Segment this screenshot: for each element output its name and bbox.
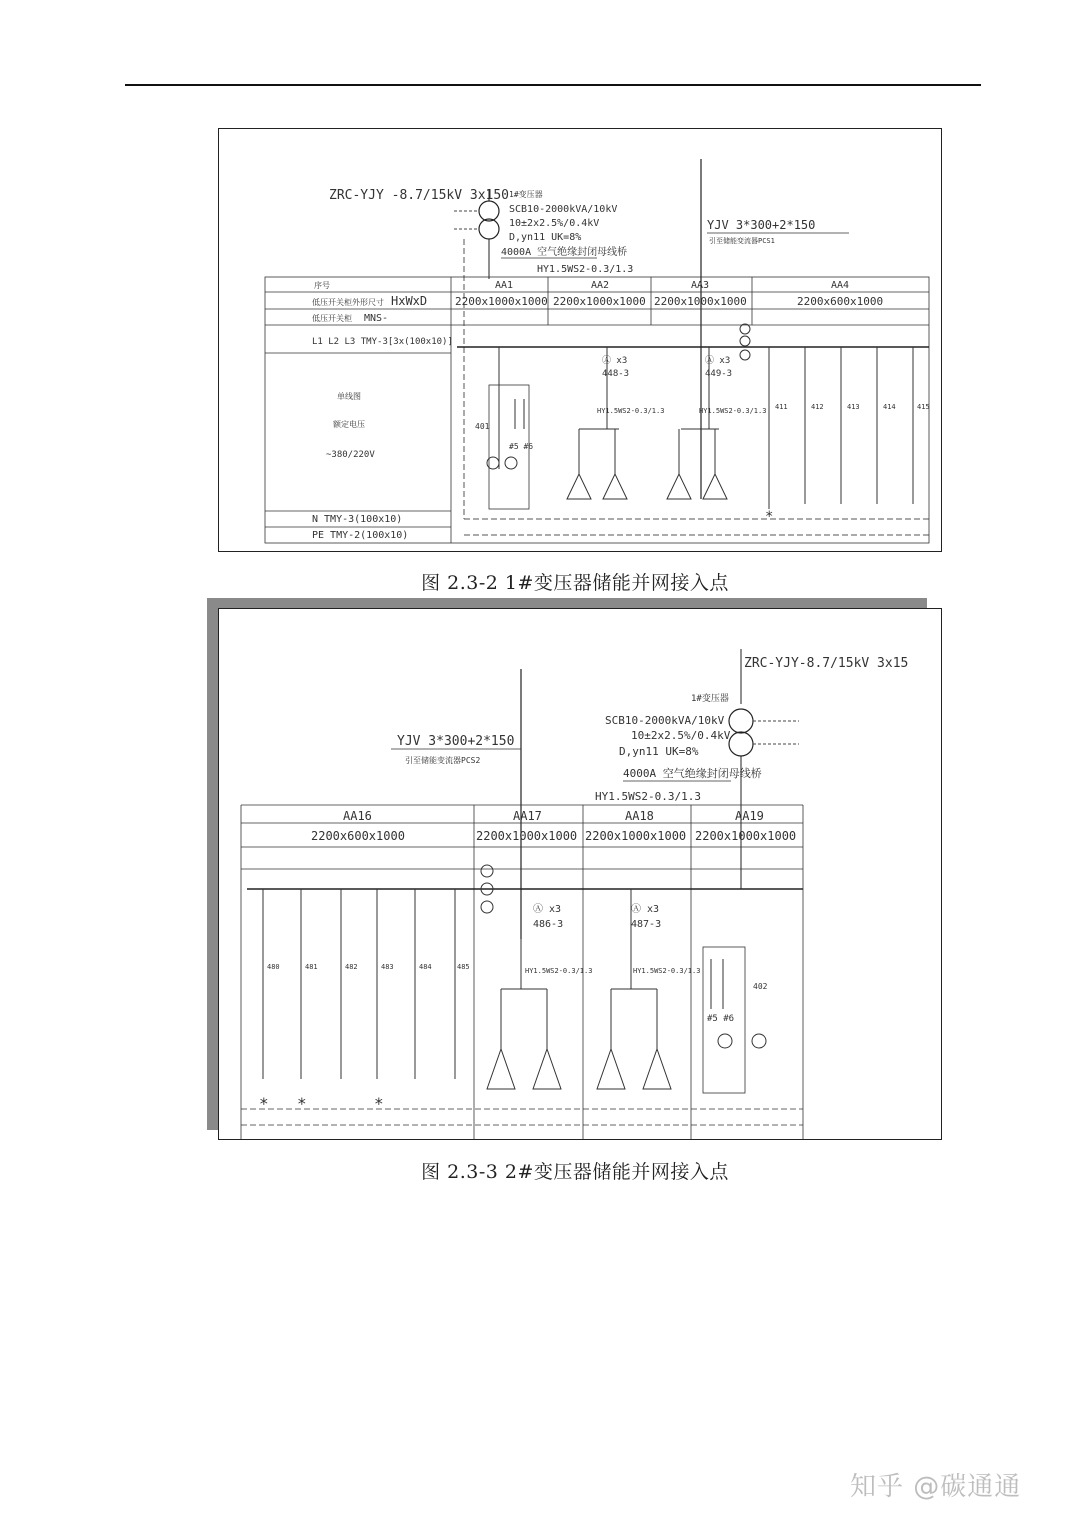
figure-1-diagram (218, 128, 942, 552)
feeder-star-mark-483: * (374, 1094, 384, 1113)
aa3-meter: Ⓐ x3 (705, 356, 731, 366)
panel-aa3-size: 2200x1000x1000 (654, 295, 747, 308)
panel-aa16-size: 2200x600x1000 (311, 829, 405, 843)
lv-cable-label: YJV 3*300+2*150 (707, 218, 816, 232)
panel-table-grid-2 (241, 805, 803, 1139)
row-neutral: N TMY-3(100x10) (312, 514, 403, 525)
feeder-414: 414 (883, 403, 896, 411)
transformer-ratio: 10±2x2.5%/0.4kV (509, 218, 600, 229)
figure-1-caption: 图 2.3-2 1#变压器储能并网接入点 (421, 572, 729, 594)
aa18-ct: 487-3 (631, 919, 662, 930)
row-size-code: HxWxD (391, 294, 428, 308)
feeder-411: 411 (775, 403, 788, 411)
panel-aa17-size: 2200x1000x1000 (476, 829, 578, 843)
aa19-circuit-id: 402 (753, 982, 768, 991)
aa1-spd: #5 #6 (509, 442, 534, 451)
aa17-breaker: HY1.5WS2-0.3/1.3 (525, 967, 593, 975)
hv-cable-label-2: ZRC-YJY-8.7/15kV 3x15 (744, 656, 909, 671)
busway-label-2: 4000A 空气绝缘封闭母线桥 (623, 767, 762, 780)
feeder-413: 413 (847, 403, 860, 411)
figure-2-diagram (218, 608, 942, 1140)
transformer-vector: D,yn11 UK=8% (509, 232, 582, 243)
aa3-breaker: HY1.5WS2-0.3/1.3 (699, 407, 767, 415)
figure-2-caption: 图 2.3-3 2#变压器储能并网接入点 (421, 1161, 729, 1183)
row-cabinet-label: 低压开关柜 (312, 314, 352, 323)
aa2-meter: Ⓐ x3 (602, 356, 628, 366)
transformer-ratio-2: 10±2x2.5%/0.4kV (631, 729, 731, 742)
row-voltage: ~380/220V (326, 450, 375, 460)
breaker-note: HY1.5WS2-0.3/1.3 (537, 264, 634, 275)
breaker-note-2: HY1.5WS2-0.3/1.3 (595, 790, 701, 803)
panel-aa19-size: 2200x1000x1000 (695, 829, 797, 843)
watermark: 知乎 @碳通通 (850, 1472, 1022, 1502)
feeder-star-mark-481: * (297, 1094, 307, 1113)
transformer-tag: 1#变压器 (509, 190, 543, 199)
transformer-tag-2: 1#变压器 (691, 694, 729, 704)
aa3-ct: 449-3 (705, 369, 733, 379)
transformer-secondary-icon-2 (729, 732, 753, 756)
single-line-diagram-1 (219, 129, 941, 551)
feeder-483: 483 (381, 963, 394, 971)
panel-aa4-id: AA4 (831, 280, 850, 291)
feeder-485: 485 (457, 963, 470, 971)
row-cabinet-code: MNS- (364, 313, 389, 324)
hv-cable-label: ZRC-YJY -8.7/15kV 3x150 (329, 188, 510, 203)
panel-aa16-id: AA16 (343, 809, 372, 823)
panel-aa19-id: AA19 (735, 809, 764, 823)
feeder-star-mark-480: * (259, 1094, 269, 1113)
aa17-ct: 486-3 (533, 919, 564, 930)
panel-aa17-id: AA17 (513, 809, 542, 823)
aa2-breaker: HY1.5WS2-0.3/1.3 (597, 407, 665, 415)
panel-aa18-size: 2200x1000x1000 (585, 829, 687, 843)
feeder-482: 482 (345, 963, 358, 971)
panel-aa2-size: 2200x1000x1000 (553, 295, 646, 308)
lv-cable-note: 引至储能变流器PCS1 (709, 237, 775, 245)
transformer-primary-icon-2 (729, 709, 753, 733)
row-single-line: 单线图 (337, 392, 361, 401)
lv-cable-label-2: YJV 3*300+2*150 (397, 734, 515, 749)
row-pe: PE TMY-2(100x10) (312, 530, 409, 541)
panel-aa1-id: AA1 (495, 280, 514, 291)
row-rated-voltage: 额定电压 (333, 420, 365, 429)
aa16-feeders (263, 889, 455, 1079)
busway-label: 4000A 空气绝缘封闭母线桥 (501, 247, 628, 258)
aa17-meter: Ⓐ x3 (533, 904, 562, 915)
transformer-secondary-icon (479, 219, 499, 239)
aa2-ct: 448-3 (602, 369, 630, 379)
panel-aa3-id: AA3 (691, 280, 710, 291)
panel-aa2-id: AA2 (591, 280, 610, 291)
feeder-480: 480 (267, 963, 280, 971)
lv-cable-note-2: 引至储能变流器PCS2 (405, 756, 481, 765)
aa4-feeders (769, 347, 913, 509)
aa1-circuit-id: 401 (475, 422, 490, 431)
transformer-primary-icon (479, 201, 499, 221)
panel-aa18-id: AA18 (625, 809, 654, 823)
transformer-model: SCB10-2000kVA/10kV (509, 204, 618, 215)
feeder-412: 412 (811, 403, 824, 411)
panel-aa4-size: 2200x600x1000 (797, 295, 884, 308)
transformer-vector-2: D,yn11 UK=8% (619, 745, 699, 758)
row-size-label: 低压开关柜外形尺寸 (312, 298, 384, 307)
row-bus: L1 L2 L3 TMY-3[3x(100x10)] (312, 337, 453, 347)
row-seq: 序号 (314, 281, 330, 290)
header-rule (125, 84, 981, 86)
aa19-spd: #5 #6 (707, 1014, 735, 1024)
feeder-481: 481 (305, 963, 318, 971)
aa18-breaker: HY1.5WS2-0.3/1.3 (633, 967, 701, 975)
panel-aa1-size: 2200x1000x1000 (455, 295, 548, 308)
transformer-model-2: SCB10-2000kVA/10kV (605, 714, 725, 727)
aa18-meter: Ⓐ x3 (631, 904, 660, 915)
feeder-484: 484 (419, 963, 432, 971)
single-line-diagram-2 (219, 609, 941, 1139)
feeder-star-mark: * (765, 509, 774, 525)
feeder-415: 415 (917, 403, 930, 411)
